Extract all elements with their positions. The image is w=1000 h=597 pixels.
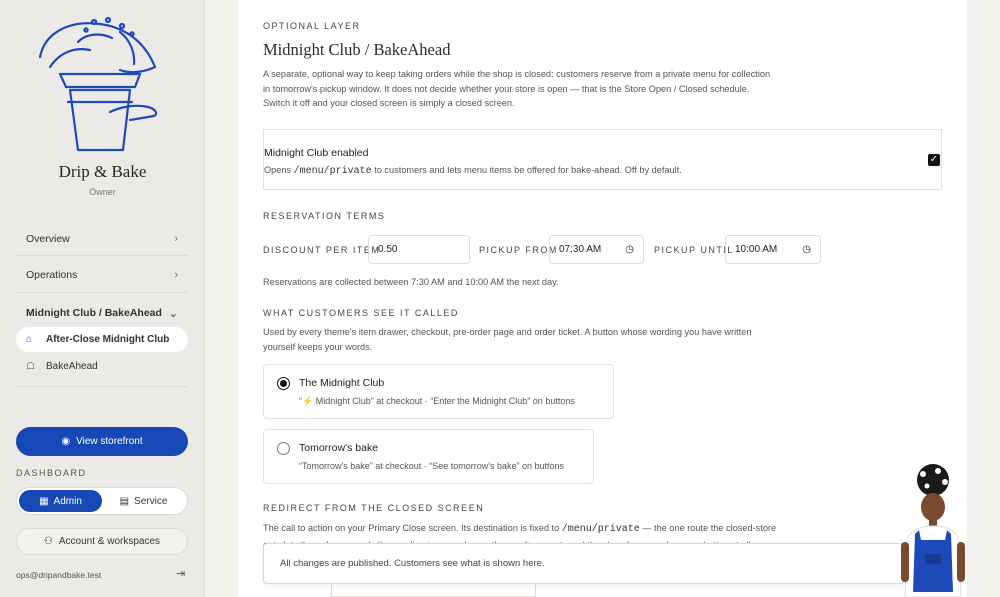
divider (16, 386, 188, 387)
divider (16, 292, 188, 293)
option-subtitle: “Tomorrow's bake” at checkout · “See tomorrow's bake” on buttons (299, 461, 565, 471)
intro-line: A separate, optional way to keep taking orders while the shop is closed: customers reserve from a private menu for collection (263, 69, 771, 79)
desc-text: Opens (264, 165, 294, 175)
dashboard-label: DASHBOARD (16, 468, 87, 478)
section-eyebrow: OPTIONAL LAYER (263, 21, 361, 31)
nav-label: Midnight Club / BakeAhead (26, 307, 162, 319)
intro-line: Switch it off and your closed screen is simply a closed screen. (263, 98, 515, 108)
pickup-from-label: PICKUP FROM (479, 245, 558, 255)
admin-mode-button[interactable] (19, 490, 102, 512)
redirect-wording-input[interactable] (331, 583, 536, 597)
pickup-until-input[interactable] (725, 235, 821, 264)
intro-line: in tomorrow's pickup window. It does not decide whether your store is open — that is the Store Open / Closed schedule. (263, 83, 750, 94)
radio-selected[interactable] (277, 377, 290, 390)
clock-icon: ◷ (625, 244, 634, 255)
naming-description (263, 325, 751, 354)
desc-text: to customers and lets menu items be offered for bake-ahead. Off by default. (371, 165, 682, 175)
button-label: View storefront (76, 436, 143, 447)
grid-icon: ▦ (39, 495, 49, 507)
moon-building-icon: ⌂ (26, 334, 33, 345)
button-label: Account & workspaces (58, 536, 161, 547)
desc-line: yourself keeps your words. (263, 341, 373, 352)
midnight-club-toggle-row[interactable] (263, 129, 942, 190)
chevron-right-icon: › (174, 233, 178, 245)
account-workspaces-button[interactable] (16, 528, 188, 555)
user-email: ops@dripandbake.test (16, 570, 102, 580)
view-storefront-button[interactable] (16, 427, 188, 456)
clock-icon: ◷ (802, 244, 811, 255)
chevron-right-icon: › (174, 269, 178, 281)
nav-label: Operations (26, 269, 78, 281)
croissant-cup-logo (30, 12, 170, 157)
input-value: 07:30 AM (559, 244, 602, 255)
users-icon: ⚇ (43, 536, 53, 547)
sub-item-label: After-Close Midnight Club (46, 334, 170, 345)
naming-heading: WHAT CUSTOMERS SEE IT CALLED (263, 308, 459, 318)
divider (16, 255, 188, 256)
desc-line: Used by every theme's item drawer, checkout, pre-order page and order ticket. A button whose wording you have written (263, 327, 752, 337)
route-code: /menu/private (293, 166, 372, 177)
reservation-terms-heading: RESERVATION TERMS (263, 211, 386, 221)
nav-label: Overview (26, 233, 70, 245)
midnight-club-checkbox[interactable]: ✓ (929, 154, 939, 165)
nav-midnight-club[interactable] (16, 298, 188, 328)
publish-status-toast (263, 543, 905, 584)
settings-panel (238, 0, 967, 597)
dashboard-mode-toggle (16, 487, 188, 515)
sub-item-label: BakeAhead (46, 361, 98, 372)
input-value: 0.50 (378, 244, 398, 255)
nav-operations[interactable] (16, 260, 188, 290)
page-title: Midnight Club / BakeAhead (263, 40, 451, 59)
radio-unselected[interactable] (277, 442, 290, 455)
toast-text: All changes are published. Customers see what is shown here. (280, 558, 545, 569)
service-mode-button[interactable] (102, 490, 185, 512)
sidebar-item-bakeahead[interactable] (16, 354, 188, 379)
option-title: The Midnight Club (299, 377, 385, 389)
pickup-until-label: PICKUP UNTIL (654, 245, 734, 255)
option-tomorrows-bake[interactable] (263, 429, 594, 484)
discount-label: DISCOUNT PER ITEM (263, 245, 381, 255)
muffin-icon: ☖ (26, 361, 35, 372)
button-label: Admin (53, 495, 82, 507)
desc-text: The call to action on your Primary Close screen. Its destination is fixed to (263, 523, 562, 533)
toggle-title: Midnight Club enabled (264, 147, 369, 159)
nav-overview[interactable] (16, 224, 188, 254)
route-code: /menu/private (561, 524, 640, 535)
sidebar (0, 0, 205, 597)
redirect-heading: REDIRECT FROM THE CLOSED SCREEN (263, 503, 485, 513)
desc-text: — the one route the closed-store (639, 523, 777, 533)
discount-input[interactable] (368, 235, 470, 264)
button-label: Service (134, 495, 168, 507)
pickup-from-input[interactable] (549, 235, 644, 264)
option-subtitle: “⚡ Midnight Club” at checkout · “Enter the Midnight Club” on buttons (299, 396, 575, 406)
chevron-down-icon: ⌄ (168, 307, 178, 320)
option-midnight-club[interactable] (263, 364, 614, 419)
eye-icon: ◉ (61, 436, 71, 447)
intro-text (263, 67, 770, 111)
toggle-description (264, 165, 682, 177)
user-role: Owner (89, 187, 116, 197)
register-icon: ▤ (119, 495, 130, 507)
pickup-note: Reservations are collected between 7:30 AM and 10:00 AM the next day. (263, 277, 559, 287)
brand-name: Drip & Bake (58, 162, 147, 181)
baker-mascot-illustration (893, 462, 973, 597)
input-value: 10:00 AM (735, 244, 778, 255)
sidebar-item-after-close[interactable] (16, 327, 188, 352)
option-title: Tomorrow's bake (299, 442, 379, 454)
logout-icon[interactable]: ⇥ (176, 568, 186, 580)
